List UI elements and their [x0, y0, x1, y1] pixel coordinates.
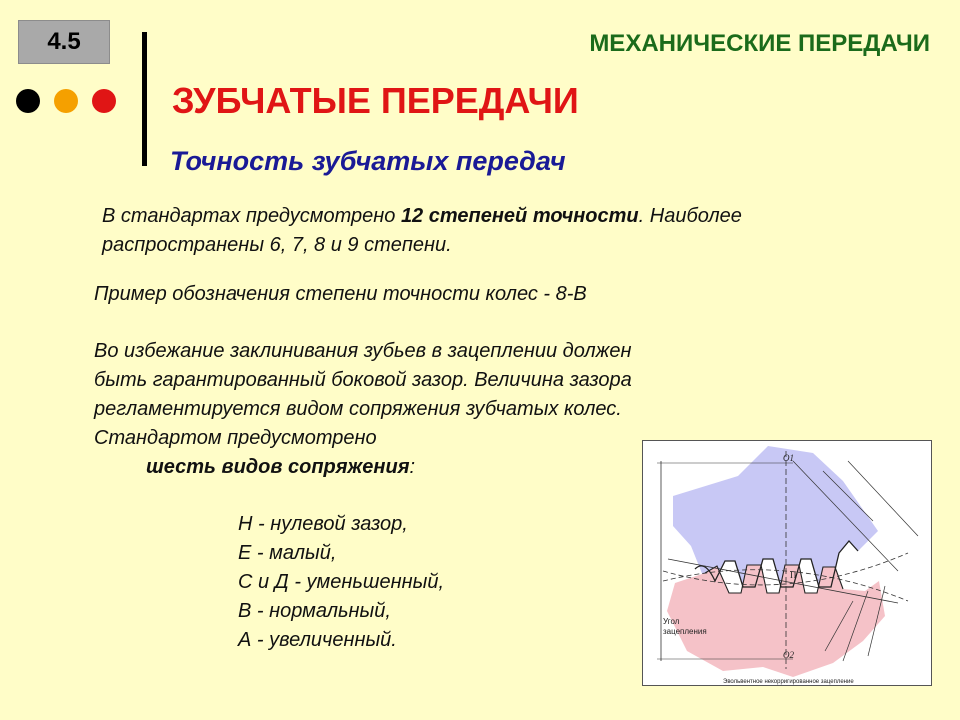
- lower-gear-shape: [667, 565, 885, 677]
- header-title: МЕХАНИЧЕСКИЕ ПЕРЕДАЧИ: [589, 30, 930, 57]
- label-o1: O1: [783, 453, 794, 463]
- black-dot-icon: [16, 89, 40, 113]
- label-o2: O2: [783, 650, 794, 660]
- label-angle-line2: зацепления: [663, 627, 707, 636]
- mating-types-list: [238, 510, 444, 655]
- label-angle-line1: Угол: [663, 617, 680, 626]
- figure-caption: Эвольвентное некорригированное зацепление: [723, 679, 854, 685]
- list-item: Н - нулевой зазор,: [238, 513, 408, 535]
- p1-before: В стандартах предусмотрено: [102, 205, 401, 227]
- list-item: А - увеличенный.: [238, 629, 397, 651]
- list-item: Е - малый,: [238, 542, 337, 564]
- decorative-dots: [16, 89, 116, 113]
- label-p: П: [790, 570, 797, 580]
- main-title: ЗУБЧАТЫЕ ПЕРЕДАЧИ: [172, 80, 579, 121]
- paragraph-designation-example: Пример обозначения степени точности колес - 8-В: [94, 283, 587, 305]
- subtitle: Точность зубчатых передач: [170, 146, 566, 176]
- list-item: С и Д - уменьшенный,: [238, 571, 445, 593]
- list-item: В - нормальный,: [238, 600, 391, 622]
- gear-mesh-diagram: [643, 441, 933, 687]
- orange-dot-icon: [54, 89, 78, 113]
- p1-bold: 12 степеней точности: [400, 205, 639, 227]
- p3-line: Стандартом предусмотрено: [94, 427, 377, 449]
- paragraph-mating-types: [146, 453, 415, 482]
- slide-number-badge: [18, 20, 110, 64]
- p1-after: . Наиболее распространены 6, 7, 8 и 9 степени.: [102, 205, 742, 256]
- gear-mesh-figure: [642, 440, 932, 686]
- p3-line: Во избежание заклинивания зубьев в зацеплении должен: [94, 340, 632, 362]
- paragraph-backlash: [94, 337, 794, 453]
- p4-after: :: [409, 456, 416, 478]
- vertical-divider: [142, 32, 147, 166]
- p3-line: быть гарантированный боковой зазор. Величина зазора: [94, 369, 632, 391]
- slide-number: 4.5: [47, 28, 81, 55]
- red-dot-icon: [92, 89, 116, 113]
- p3-line: регламентируется видом сопряжения зубчатых колес.: [94, 398, 622, 420]
- p4-bold: шесть видов сопряжения: [146, 456, 410, 478]
- paragraph-precision-degrees: [102, 202, 892, 260]
